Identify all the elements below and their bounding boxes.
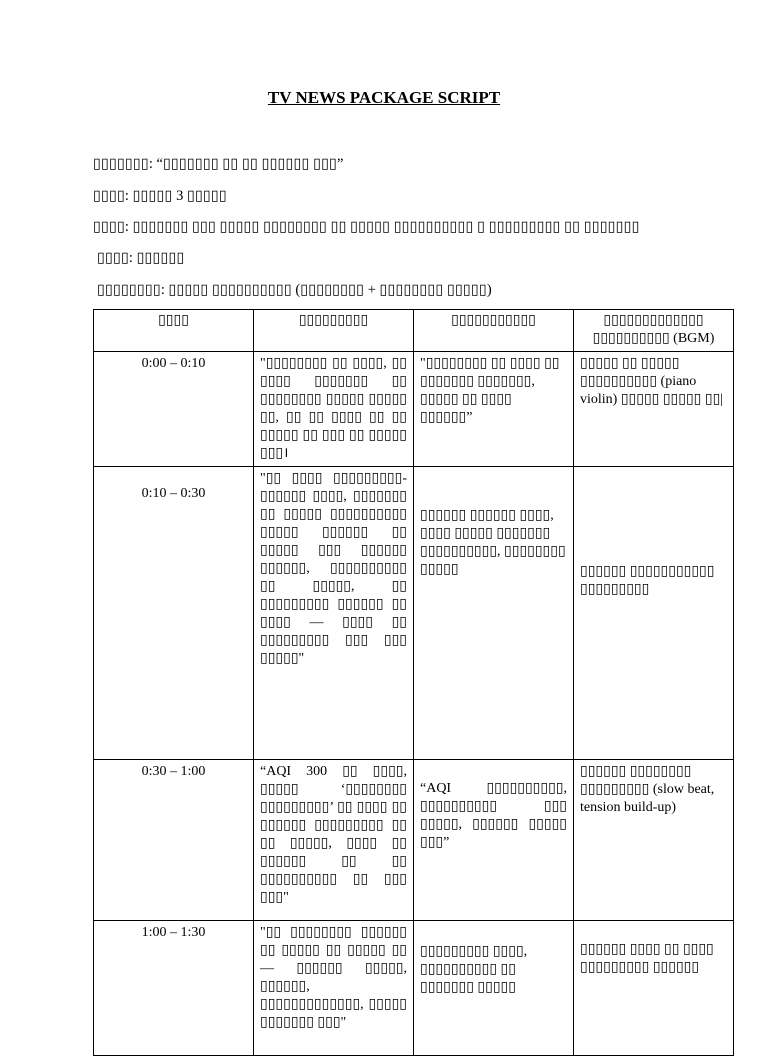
bgm-cell: ▯▯▯▯▯▯ ▯▯▯▯ ▯▯ ▯▯▯▯ ▯▯▯▯▯▯▯▯▯ ▯▯▯▯▯▯ (574, 921, 734, 1056)
visual-cell: ▯▯▯▯▯▯▯▯▯ ▯▯▯▯, ▯▯▯▯▯▯▯▯▯▯ ▯▯ ▯▯▯▯▯▯▯ ▯▯▯▯▯ (414, 921, 574, 1056)
header-visual: ▯▯▯▯▯▯▯▯▯▯▯ (414, 310, 574, 352)
meta-format: ▯▯▯▯▯▯▯▯: ▯▯▯▯▯ ▯▯▯▯▯▯▯▯▯▯ (▯▯▯▯▯▯▯▯ + ▯▯▯▯▯▯▯▯ ▯▯▯▯▯) (97, 282, 492, 298)
table-row (94, 467, 734, 760)
script-table (93, 309, 734, 1056)
visual-cell: ▯▯▯▯▯▯ ▯▯▯▯▯▯ ▯▯▯▯, ▯▯▯▯ ▯▯▯▯▯ ▯▯▯▯▯▯▯ ▯▯▯▯▯▯▯▯▯▯, ▯▯▯▯▯▯▯▯ ▯▯▯▯▯ (414, 467, 574, 760)
header-narration: ▯▯▯▯▯▯▯▯▯ (254, 310, 414, 352)
visual-cell: "▯▯▯▯▯▯▯▯ ▯▯ ▯▯▯▯ ▯▯ ▯▯▯▯▯▯▯ ▯▯▯▯▯▯▯, ▯▯▯▯▯ ▯▯ ▯▯▯▯ ▯▯▯▯▯▯” (414, 352, 574, 467)
narration-cell: "▯▯ ▯▯▯▯ ▯▯▯▯▯▯▯▯▯-▯▯▯▯▯▯ ▯▯▯▯, ▯▯▯▯▯▯▯ ▯▯ ▯▯▯▯▯ ▯▯▯▯▯▯▯▯▯▯ ▯▯▯▯▯ ▯▯▯▯▯▯ ▯▯ ▯▯▯▯▯ ▯▯▯ ▯▯▯▯▯▯ ▯▯▯▯▯▯, ▯▯▯▯▯▯▯▯▯▯ ▯▯ ▯▯▯▯▯, ▯▯ ▯▯▯▯▯▯▯▯▯ ▯▯▯▯▯▯ ▯▯ ▯▯▯▯ — ▯▯▯▯ ▯▯ ▯▯▯▯▯▯▯▯▯ ▯▯▯ ▯▯▯ ▯▯▯▯▯" (254, 467, 414, 760)
time-cell: 0:10 – 0:30 (94, 467, 254, 760)
meta-duration: ▯▯▯▯: ▯▯▯▯▯ 3 ▯▯▯▯▯ (93, 188, 227, 204)
narration-cell: “AQI 300 ▯▯ ▯▯▯▯, ▯▯▯▯▯ ‘▯▯▯▯▯▯▯▯ ▯▯▯▯▯▯▯▯▯’ ▯▯ ▯▯▯▯ ▯▯ ▯▯▯▯▯▯ ▯▯▯▯▯▯▯▯▯ ▯▯ ▯▯ ▯▯▯▯▯, ▯▯▯▯ ▯▯ ▯▯▯▯▯▯ ▯▯ ▯▯ ▯▯▯▯▯▯▯▯▯▯ ▯▯ ▯▯▯ ▯▯▯" (254, 760, 414, 921)
table-header-row (94, 310, 734, 352)
bgm-cell: ▯▯▯▯▯▯ ▯▯▯▯▯▯▯▯▯▯▯ ▯▯▯▯▯▯▯▯▯ (574, 467, 734, 760)
narration-cell: "▯▯ ▯▯▯▯▯▯▯▯ ▯▯▯▯▯▯ ▯▯ ▯▯▯▯▯ ▯▯ ▯▯▯▯▯ ▯▯ — ▯▯▯▯▯▯ ▯▯▯▯▯, ▯▯▯▯▯▯, ▯▯▯▯▯▯▯▯▯▯▯▯▯, ▯▯▯▯▯ ▯▯▯▯▯▯▯ ▯▯▯" (254, 921, 414, 1056)
header-bgm: ▯▯▯▯▯▯▯▯▯▯▯▯▯ ▯▯▯▯▯▯▯▯▯▯ (BGM) (574, 310, 734, 352)
bgm-cell: ▯▯▯▯▯▯ ▯▯▯▯▯▯▯▯ ▯▯▯▯▯▯▯▯▯ (slow beat, tension build-up) (574, 760, 734, 921)
table-row (94, 921, 734, 1056)
narration-cell: "▯▯▯▯▯▯▯▯ ▯▯ ▯▯▯▯, ▯▯ ▯▯▯▯ ▯▯▯▯▯▯▯ ▯▯ ▯▯▯▯▯▯▯▯ ▯▯▯▯▯ ▯▯▯▯▯ ▯▯, ▯▯ ▯▯ ▯▯▯▯ ▯▯ ▯▯ ▯▯▯▯▯ ▯▯ ▯▯▯ ▯▯ ▯▯▯▯▯ ▯▯▯। (254, 352, 414, 467)
meta-language: ▯▯▯▯: ▯▯▯▯▯▯ (97, 250, 185, 266)
meta-topic: ▯▯▯▯: ▯▯▯▯▯▯▯ ▯▯▯ ▯▯▯▯▯ ▯▯▯▯▯▯▯▯ ▯▯ ▯▯▯▯▯ ▯▯▯▯▯▯▯▯▯▯ ▯ ▯▯▯▯▯▯▯▯▯ ▯▯ ▯▯▯▯▯▯▯ (93, 219, 640, 235)
page-title: TV NEWS PACKAGE SCRIPT (267, 88, 501, 107)
visual-cell: “AQI ▯▯▯▯▯▯▯▯▯▯, ▯▯▯▯▯▯▯▯▯▯ ▯▯▯ ▯▯▯▯▯, ▯▯▯▯▯▯ ▯▯▯▯▯ ▯▯▯” (414, 760, 574, 921)
meta-headline: ▯▯▯▯▯▯▯: “▯▯▯▯▯▯▯ ▯▯ ▯▯ ▯▯▯▯▯▯ ▯▯▯” (93, 156, 344, 172)
time-cell: 1:00 – 1:30 (94, 921, 254, 1056)
bgm-cell: ▯▯▯▯▯ ▯▯ ▯▯▯▯▯ ▯▯▯▯▯▯▯▯▯▯ (piano violin) ▯▯▯▯▯ ▯▯▯▯▯ ▯▯| (574, 352, 734, 467)
time-cell: 0:30 – 1:00 (94, 760, 254, 921)
table-row (94, 760, 734, 921)
table-row (94, 352, 734, 467)
time-cell: 0:00 – 0:10 (94, 352, 254, 467)
header-time: ▯▯▯▯ (94, 310, 254, 352)
